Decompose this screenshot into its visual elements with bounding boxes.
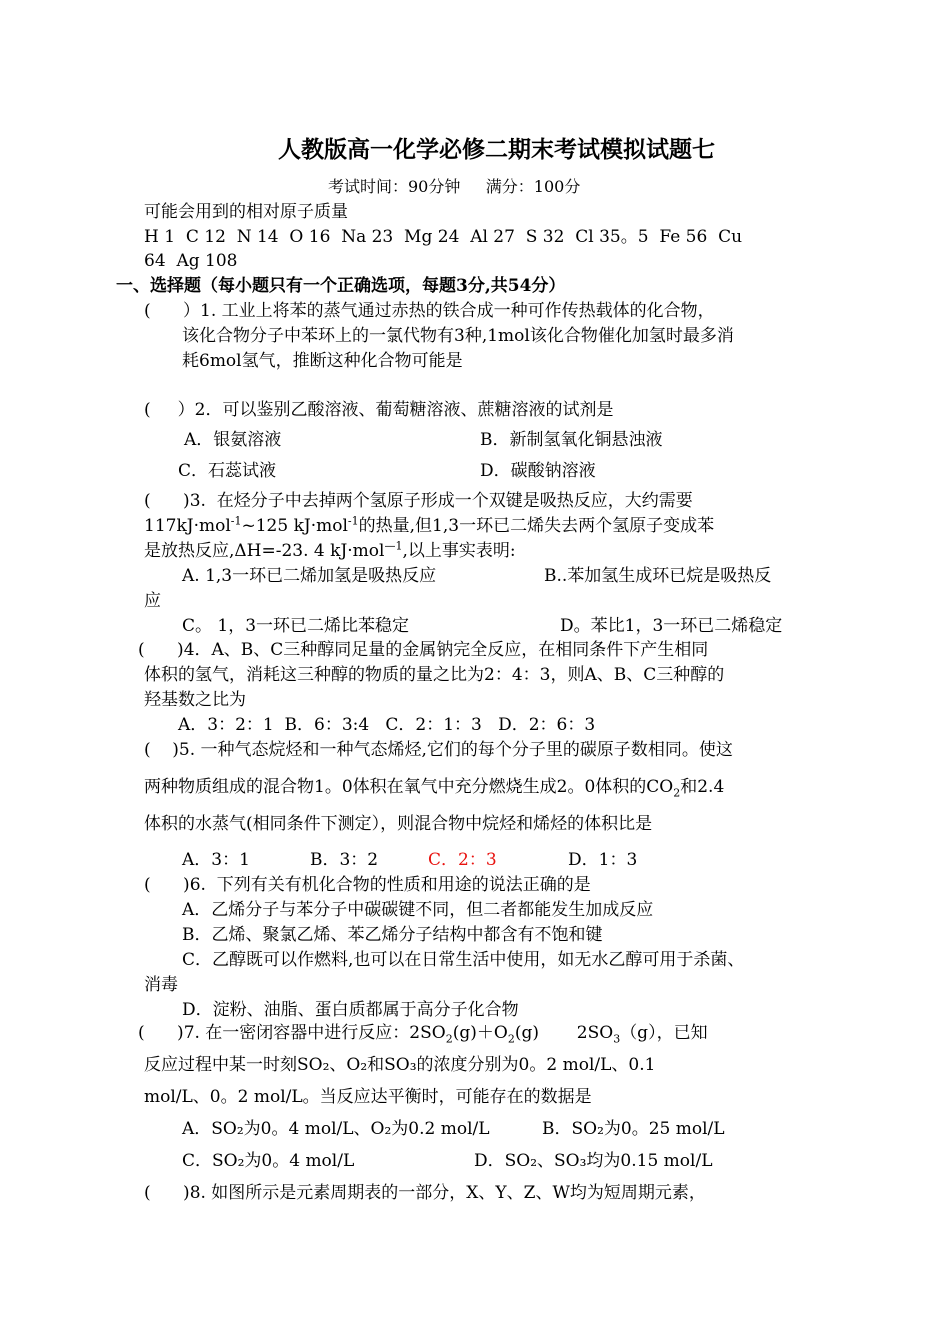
question-7-line: 反应过程中某一时刻SO₂、O₂和SO₃的浓度分别为0。2 mol/L、0.1 [144, 1055, 656, 1075]
option-d: D．淀粉、油脂、蛋白质都属于高分子化合物 [182, 1000, 519, 1020]
option-d: D．碳酸钠溶液 [480, 461, 596, 481]
question-3-line: 是放热反应,ΔH=-23. 4 kJ·mol$^{—1}$,以上事实表明: [144, 539, 516, 561]
atomic-mass-heading: 可能会用到的相对原子质量 [144, 202, 348, 222]
option-d: D。苯比1，3一环已二烯稳定 [560, 616, 783, 636]
option-c: C．乙醇既可以作燃料,也可以在日常生活中使用，如无水乙醇可用于杀菌、 [182, 950, 745, 970]
question-1-line: 耗6mol氢气，推断这种化合物可能是 [182, 351, 463, 371]
question-4-options: A．3：2：1 B．6：3:4 C．2：1：3 D．2：6：3 [178, 715, 596, 735]
question-3-line: 117kJ·mol$^{-1}$~125 kJ·mol$^{-1}$的热量,但1,3一环已二烯失去两个氢原子变成苯 [144, 514, 715, 536]
exam-info: 考试时间：90分钟 满分：100分 [328, 177, 581, 196]
option-d: D．SO₂、SO₃均为0.15 mol/L [474, 1151, 713, 1171]
option-b: B..苯加氢生成环已烷是吸热反 [544, 566, 772, 586]
option-a: A．3：1 [182, 850, 250, 870]
option-d: D．1：3 [568, 850, 638, 870]
question-2-stem: ( ）2．可以鉴别乙酸溶液、葡萄糖溶液、蔗糖溶液的试剂是 [144, 400, 614, 420]
option-b: B．乙烯、聚氯乙烯、苯乙烯分子结构中都含有不饱和键 [182, 925, 603, 945]
question-5-line: 两种物质组成的混合物1。0体积在氧气中充分燃烧生成2。0体积的$CO_2$和2.4 [144, 777, 725, 800]
option-b: B．新制氢氧化铜悬浊液 [480, 430, 663, 450]
option-c-continued: 消毒 [144, 975, 178, 995]
option-a: A. 1,3一环已二烯加氢是吸热反应 [182, 566, 437, 586]
question-4-line: 羟基数之比为 [144, 690, 246, 710]
option-b: B．SO₂为0。25 mol/L [542, 1119, 725, 1139]
section-heading: 一、选择题（每小题只有一个正确选项，每题3分,共54分） [116, 276, 566, 296]
question-4-line: 体积的氢气，消耗这三种醇的物质的量之比为2：4：3，则A、B、C三种醇的 [144, 665, 725, 685]
option-c: C．石蕊试液 [178, 461, 277, 481]
question-6-stem: ( )6. 下列有关有机化合物的性质和用途的说法正确的是 [144, 875, 591, 895]
question-3-line: ( )3. 在烃分子中去掉两个氢原子形成一个双键是吸热反应，大约需要 [144, 491, 693, 511]
option-a: A．银氨溶液 [184, 430, 282, 450]
option-c: C。 1，3一环已二烯比苯稳定 [182, 616, 410, 636]
question-5-line: 体积的水蒸气(相同条件下测定），则混合物中烷烃和烯烃的体积比是 [144, 814, 653, 834]
option-c-highlighted: C．2：3 [428, 850, 497, 870]
atomic-mass-line: H 1 C 12 N 14 O 16 Na 23 Mg 24 Al 27 S 32 Cl 35。5 Fe 56 Cu [144, 227, 743, 247]
question-4-line: ( )4．A、B、C三种醇同足量的金属钠完全反应，在相同条件下产生相同 [138, 640, 709, 660]
option-b: B．3：2 [310, 850, 379, 870]
option-b-continued: 应 [144, 591, 161, 611]
question-7-line: ( )7. 在一密闭容器中进行反应：$2SO_2(g)+O_2(g)$ $2SO_3(g)$，已知 [138, 1023, 708, 1046]
question-5-line: ( )5. 一种气态烷烃和一种气态烯烃,它们的每个分子里的碳原子数相同。使这 [144, 740, 733, 760]
option-a: A．SO₂为0。4 mol/L、O₂为0.2 mol/L [182, 1119, 490, 1139]
question-8-line: ( )8. 如图所示是元素周期表的一部分，X、Y、Z、W均为短周期元素， [144, 1183, 706, 1203]
atomic-mass-line: 64 Ag 108 [144, 251, 238, 271]
question-7-line: mol/L、0。2 mol/L。当反应达平衡时，可能存在的数据是 [144, 1087, 592, 1107]
option-c: C．SO₂为0。4 mol/L [182, 1151, 355, 1171]
option-a: A．乙烯分子与苯分子中碳碳键不同，但二者都能发生加成反应 [182, 900, 654, 920]
question-1-line: 该化合物分子中苯环上的一氯代物有3种,1mol该化合物催化加氢时最多消 [182, 326, 734, 346]
question-1-line: ( ）1. 工业上将苯的蒸气通过赤热的铁合成一种可作传热载体的化合物， [144, 301, 715, 321]
page-title: 人教版高一化学必修二期末考试模拟试题七 [278, 137, 715, 163]
